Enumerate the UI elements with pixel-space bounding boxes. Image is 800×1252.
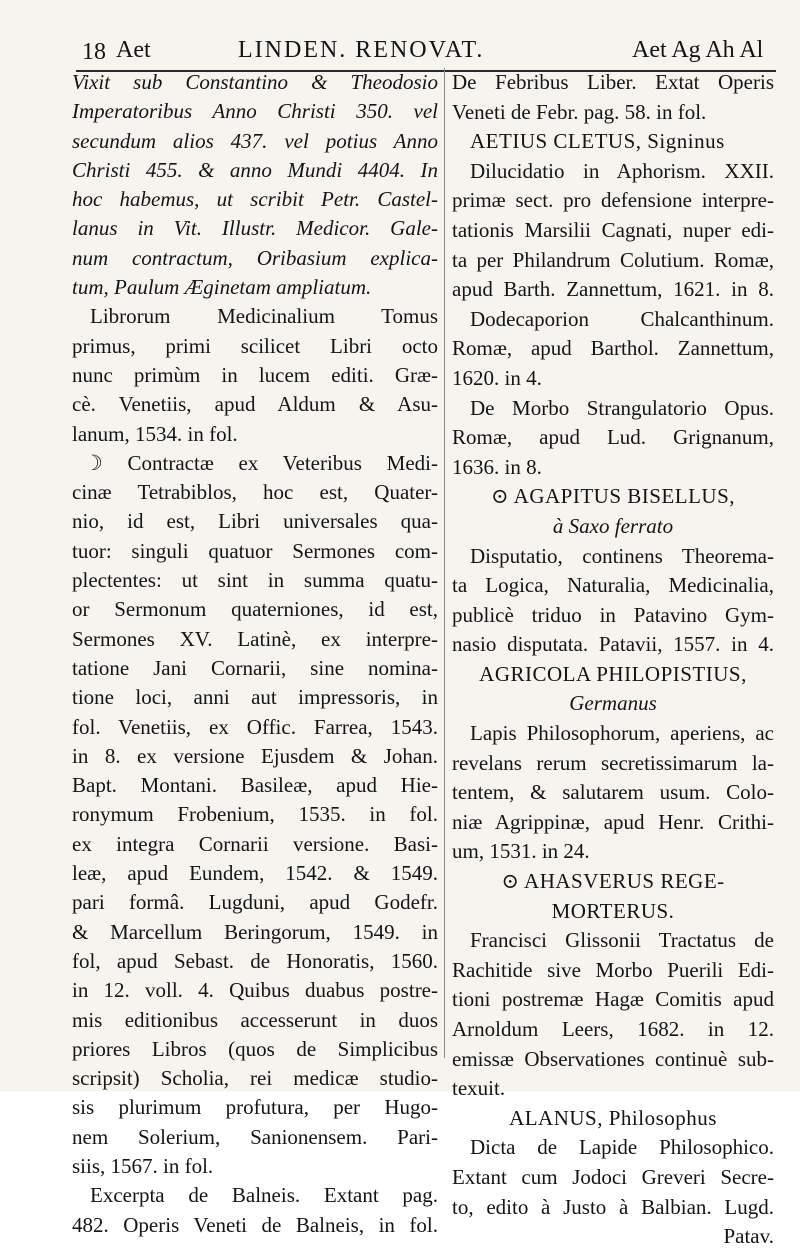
text-line: ronymum Frobenium, 1535. in fol. (72, 802, 438, 827)
text-line: nem Solerium, Sanionensem. Pari- (72, 1124, 438, 1149)
running-header (0, 30, 800, 70)
text-line: leæ, apud Eundem, 1542. & 1549. (72, 861, 438, 886)
text-line: um, 1531. in 24. (452, 839, 590, 864)
text-line: tioni postremæ Hagæ Comitis apud (452, 987, 774, 1012)
text-line: MORTERUS. (551, 898, 675, 923)
running-title: LINDEN. RENOVAT. (238, 37, 485, 63)
text-line: fol. Venetiis, ex Offic. Farrea, 1543. (72, 714, 438, 739)
text-line: revelans rerum secretissimarum la- (452, 750, 774, 775)
text-line: Disputatio, continens Theorema- (470, 543, 774, 568)
text-line: Arnoldum Leers, 1682. in 12. (452, 1017, 774, 1041)
text-line: texuit. (452, 1076, 506, 1101)
text-line: ex integra Cornarii versione. Basi- (72, 831, 438, 856)
text-line: lanus in Vit. Illustr. Medicor. Gale- (72, 216, 438, 241)
text-line: Dodecaporion Chalcanthinum. (470, 306, 774, 331)
text-line: nasio disputata. Patavii, 1557. in 4. (452, 632, 774, 657)
text-line: Dilucidatio in Aphorism. XXII. (470, 158, 774, 183)
text-line: ta Logica, Naturalia, Medicinalia, (452, 573, 774, 598)
text-line: Excerpta de Balneis. Extant pag. (90, 1183, 438, 1208)
text-line: à Saxo ferrato (552, 513, 674, 538)
text-line: tum, Paulum Æginetam ampliatum. (72, 275, 372, 300)
text-line: Romæ, apud Barthol. Zannettum, (452, 336, 774, 361)
text-line: Francisci Glissonii Tractatus de (470, 928, 774, 953)
text-line: nio, id est, Libri universales qua- (72, 509, 438, 534)
text-line: to, edito à Justo à Balbian. Lugd. (452, 1194, 774, 1219)
text-line: ⊙ AGAPITUS BISELLUS, (490, 484, 736, 509)
text-line: Librorum Medicinalium Tomus (90, 304, 438, 329)
text-line: nunc primùm in lucem editi. Græ- (72, 362, 438, 387)
text-line: plectentes: ut sint in summa quatu- (72, 568, 438, 593)
text-line: lanum, 1534. in fol. (72, 421, 238, 446)
column-divider (444, 68, 445, 1058)
text-line: in 8. ex versione Ejusdem & Johan. (72, 743, 438, 768)
text-line: ta per Philandrum Colutium. Romæ, (452, 247, 774, 272)
text-line: in 12. voll. 4. Quibus duabus postre- (72, 978, 438, 1003)
text-line: De Febribus Liber. Extat Operis (452, 70, 774, 94)
text-line: pari formâ. Lugduni, apud Godefr. (72, 890, 438, 915)
text-line: Dicta de Lapide Philosophico. (470, 1135, 774, 1160)
text-line: emissæ Observationes continuè sub- (452, 1046, 774, 1071)
text-line: Romæ, apud Lud. Grignanum, (452, 425, 774, 450)
text-line: hoc habemus, ut scribit Petr. Castel- (72, 187, 438, 212)
text-line: ☽ Contractæ ex Veteribus Medi- (84, 450, 438, 475)
text-line: sis plurimum profutura, per Hugo- (72, 1095, 438, 1120)
text-line: Patav. (723, 1224, 774, 1249)
text-line: fol, apud Sebast. de Honoratis, 1560. (72, 948, 438, 973)
right-column (452, 68, 774, 1252)
text-line: De Morbo Strangulatorio Opus. (470, 395, 774, 420)
text-line: AETIUS CLETUS, Signinus (470, 129, 725, 154)
text-line: cè. Venetiis, apud Aldum & Asu- (72, 392, 438, 417)
text-line: tatione Jani Cornarii, sine nomina- (72, 655, 438, 680)
left-column (72, 68, 438, 1240)
text-line: primus, primi scilicet Libri octo (72, 333, 438, 358)
text-line: siis, 1567. in fol. (72, 1153, 214, 1178)
text-line: ⊙ AHASVERUS REGE- (501, 869, 725, 894)
text-line: & Marcellum Beringorum, 1549. in (72, 919, 438, 944)
text-line: tationis Marsilii Cagnati, nuper edi- (452, 217, 774, 242)
text-line: publicè triduo in Patavino Gym- (452, 602, 774, 627)
text-line: 1636. in 8. (452, 454, 542, 479)
text-line: scripsit) Scholia, rei medicæ studio- (72, 1066, 438, 1091)
text-line: Germanus (569, 691, 657, 716)
text-line: tuor: singuli quatuor Sermones com- (72, 538, 438, 563)
text-line: Vixit sub Constantino & Theodosio (72, 70, 438, 94)
text-line: apud Barth. Zannettum, 1621. in 8. (452, 277, 774, 302)
text-line: Christi 455. & anno Mundi 4404. In (72, 157, 438, 182)
text-line: priores Libros (quos de Simplicibus (72, 1036, 438, 1061)
text-line: ALANUS, Philosophus (509, 1105, 717, 1130)
text-line: mis editionibus accesserunt in duos (72, 1007, 438, 1032)
text-line: secundum alios 437. vel potius Anno (72, 128, 438, 153)
left-catchword: Aet (116, 37, 151, 63)
text-line: Rachitide sive Morbo Puerili Edi- (452, 957, 774, 982)
page-number: 18 (82, 39, 106, 65)
text-line: niæ Agrippinæ, apud Henr. Crithi- (452, 809, 774, 834)
text-line: Bapt. Montani. Basileæ, apud Hie- (72, 773, 438, 798)
text-line: Veneti de Febr. pag. 58. in fol. (452, 99, 707, 124)
text-line: tione loci, anni aut impressoris, in (72, 685, 438, 710)
text-line: Sermones XV. Latinè, ex interpre- (72, 626, 438, 651)
text-line: AGRICOLA PHILOPISTIUS, (479, 661, 747, 686)
text-line: primæ sect. pro defensione interpre- (452, 188, 774, 213)
text-line: cinæ Tetrabiblos, hoc est, Quater- (72, 480, 438, 505)
text-line: 1620. in 4. (452, 365, 542, 390)
text-line: 482. Operis Veneti de Balneis, in fol. (72, 1212, 438, 1237)
text-line: Lapis Philosophorum, aperiens, ac (470, 721, 774, 746)
right-catchwords: Aet Ag Ah Al (632, 37, 764, 63)
text-line: or Sermonum quaterniones, id est, (72, 597, 438, 622)
text-line: num contractum, Oribasium explica- (72, 245, 438, 270)
text-line: tentem, & salutarem usum. Colo- (452, 780, 774, 805)
text-line: Imperatoribus Anno Christi 350. vel (72, 99, 438, 124)
text-line: Extant cum Jodoci Greveri Secre- (452, 1164, 774, 1189)
